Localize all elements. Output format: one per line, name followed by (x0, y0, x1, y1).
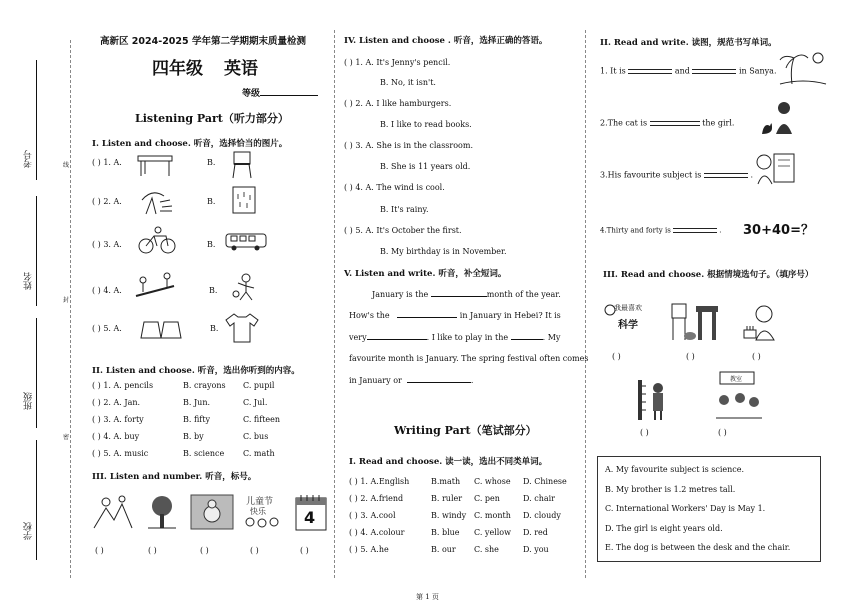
option-a: A. My favourite subject is science. (605, 465, 745, 474)
bus-picture (224, 232, 268, 252)
s6-row-2-c: C. pen (474, 494, 500, 503)
s6-row-3-d: D. cloudy (523, 511, 561, 520)
s6-row-5-c: C. she (474, 545, 499, 554)
option-b: B. My brother is 1.2 metres tall. (605, 485, 736, 494)
windy-tree-picture (138, 188, 178, 216)
s3-bracket-5: ( ) (300, 546, 309, 555)
listening-part-title: Listening Part（听力部分） (135, 112, 289, 125)
option-e: E. The dog is between the desk and the chair. (605, 543, 791, 552)
s2-row-5-c: C. math (243, 449, 275, 458)
exam-number-line (36, 60, 37, 180)
birthday-girl-picture (742, 302, 782, 342)
section-2-title: II. Listen and choose. 听音，选出你听到的内容。 (92, 366, 300, 376)
grade-title: 四年级 (152, 59, 203, 79)
section-7-title: II. Read and write. 读图，规范书写单词。 (600, 38, 777, 48)
class-line (36, 318, 37, 428)
rain-picture (232, 186, 256, 214)
bike-picture (138, 226, 176, 254)
s5-line-2: How's the in January in Hebei? It is (349, 311, 561, 320)
calendar-day: 4 (304, 508, 316, 527)
name-label: 姓名 (24, 272, 34, 290)
section-3-title: III. Listen and number. 听音，标号。 (92, 472, 257, 482)
s4-q5: ( ) 5. A. It's October the first. (344, 226, 462, 235)
class-label: 班级 (24, 392, 34, 410)
blank-5[interactable] (407, 382, 471, 383)
s6-row-5-d: D. you (523, 545, 549, 554)
s4-q1: ( ) 1. A. It's Jenny's pencil. (344, 58, 451, 67)
seal-mark-line: 线 (63, 162, 70, 169)
blank-1[interactable] (431, 296, 487, 297)
section-5-title: V. Listen and write. 听音，补全短词。 (344, 269, 507, 279)
level-label: 等级 (242, 86, 318, 99)
s4-q4-b: B. It's rainy. (380, 205, 429, 214)
section-1-title: I. Listen and choose. 听音，选择恰当的图片。 (92, 139, 288, 149)
picture-kids-playing (92, 494, 134, 530)
s6-row-2-d: D. chair (523, 494, 555, 503)
s3-bracket-4: ( ) (250, 546, 259, 555)
s1-item-5: ( ) 5. A. (92, 324, 122, 333)
girl-drawing-picture (752, 150, 796, 186)
s7-q3: 3.His favourite subject is . (600, 170, 754, 180)
desk-picture (135, 152, 175, 178)
svg-text:儿童节: 儿童节 (246, 497, 274, 507)
s4-q4: ( ) 4. A. The wind is cool. (344, 183, 445, 192)
s2-row-2-c: C. Jul. (243, 398, 268, 407)
s8-bracket-2: ( ) (686, 352, 695, 361)
pic1-text: 我最喜欢 (614, 304, 642, 312)
s6-row-1-b: B.math (431, 477, 461, 486)
s2-row-1: ( ) 1. A. pencils (92, 381, 154, 390)
s2-row-4-c: C. bus (243, 432, 269, 441)
name-line (36, 196, 37, 306)
tall-brother-picture (636, 378, 672, 422)
math-expression: 30+40=？ (743, 223, 814, 238)
s2-row-5: ( ) 5. A. music (92, 449, 149, 458)
s6-row-2: ( ) 2. A.friend (349, 494, 404, 503)
section-4-title: IV. Listen and choose . 听音，选择正确的答语。 (344, 36, 548, 46)
seesaw-children-picture (134, 272, 176, 302)
skirts-picture (140, 318, 182, 342)
picture-tree (144, 494, 180, 530)
s1-item-2: ( ) 2. A. (92, 197, 122, 206)
s3-bracket-3: ( ) (200, 546, 209, 555)
s7-q2: 2.The cat is the girl. (600, 118, 735, 128)
pic4-text: 教室 (730, 376, 743, 383)
s4-q2: ( ) 2. A. I like hamburgers. (344, 99, 452, 108)
s3-bracket-1: ( ) (95, 546, 104, 555)
seal-mark-secret: 密 (63, 434, 70, 441)
s2-row-4-b: B. by (183, 432, 204, 441)
school-label: 学校 (24, 522, 34, 540)
s1-item-5-b: B. (210, 324, 219, 333)
s1-item-4-b: B. (209, 286, 218, 295)
sports-child-picture (230, 272, 260, 302)
s8-bracket-3: ( ) (752, 352, 761, 361)
s6-row-4-d: D. red (523, 528, 548, 537)
s6-row-4: ( ) 4. A.colour (349, 528, 405, 537)
s1-item-1-b: B. (207, 158, 216, 167)
seal-mark-seal: 封 (63, 297, 70, 304)
blank-2[interactable] (397, 317, 457, 318)
writing-part-title: Writing Part（笔试部分） (394, 424, 537, 437)
s2-row-2-b: B. Jun. (183, 398, 211, 407)
s7-q4: 4.Thirty and forty is . (600, 226, 722, 235)
s1-item-3: ( ) 3. A. (92, 240, 122, 249)
s3-bracket-2: ( ) (148, 546, 157, 555)
s2-row-1-b: B. crayons (183, 381, 226, 390)
s6-row-4-c: C. yellow (474, 528, 511, 537)
subject-title: 英语 (224, 59, 258, 79)
picture-childrens-day (240, 492, 284, 530)
s6-row-1-d: D. Chinese (523, 477, 567, 486)
column-divider-1 (334, 30, 335, 578)
s8-bracket-1: ( ) (612, 352, 621, 361)
s2-row-4: ( ) 4. A. buy (92, 432, 140, 441)
s6-row-3-b: B. windy (431, 511, 467, 520)
s2-row-3: ( ) 3. A. forty (92, 415, 144, 424)
s1-item-4: ( ) 4. A. (92, 286, 122, 295)
page-number: 第 1 页 (416, 593, 439, 601)
s8-bracket-4: ( ) (640, 428, 649, 437)
shirt-picture (224, 312, 260, 344)
binding-line (70, 40, 71, 578)
s2-row-1-c: C. pupil (243, 381, 275, 390)
blank-3[interactable] (367, 339, 427, 340)
section-6-title: I. Read and choose. 读一读，选出不同类单词。 (349, 457, 548, 467)
s2-row-2: ( ) 2. A. Jan. (92, 398, 141, 407)
s6-row-4-b: B. blue (431, 528, 460, 537)
s6-row-1-c: C. whose (474, 477, 511, 486)
column-divider-2 (585, 30, 586, 578)
s5-line-4: favourite month is January. The spring festival often comes (349, 354, 589, 363)
s4-q1-b: B. No, it isn't. (380, 78, 436, 87)
pic1-text2: 科学 (618, 320, 638, 331)
s6-row-2-b: B. ruler (431, 494, 463, 503)
s1-item-2-b: B. (207, 197, 216, 206)
exam-title: 高新区 2024-2025 学年第二学期期末质量检测 (100, 36, 306, 47)
school-line (36, 440, 37, 560)
s6-row-5-b: B. our (431, 545, 456, 554)
s4-q2-b: B. I like to read books. (380, 120, 472, 129)
s1-item-3-b: B. (207, 240, 216, 249)
s2-row-3-c: C. fifteen (243, 415, 281, 424)
option-d: D. The girl is eight years old. (605, 524, 723, 533)
svg-text:快乐: 快乐 (250, 507, 266, 516)
s2-row-3-b: B. fifty (183, 415, 210, 424)
s6-row-3: ( ) 3. A.cool (349, 511, 396, 520)
s2-row-5-b: B. science (183, 449, 225, 458)
girl-and-cat-picture (758, 100, 798, 136)
s8-bracket-5: ( ) (718, 428, 727, 437)
s6-row-3-c: C. month (474, 511, 511, 520)
s5-line-3: very . I like to play in the . My (349, 333, 561, 342)
s7-q1: 1. It is and in Sanya. (600, 66, 777, 76)
s6-row-5: ( ) 5. A.he (349, 545, 389, 554)
s4-q3: ( ) 3. A. She is in the classroom. (344, 141, 473, 150)
s4-q5-b: B. My birthday is in November. (380, 247, 507, 256)
beach-palm-picture (778, 50, 828, 86)
s4-q3-b: B. She is 11 years old. (380, 162, 471, 171)
s1-item-1: ( ) 1. A. (92, 158, 122, 167)
picture-snow-scene (190, 494, 234, 530)
s5-line-5: in January or . (349, 376, 474, 385)
blank-4[interactable] (511, 339, 543, 340)
chair-picture (228, 150, 256, 180)
dog-desk-chair-picture (668, 300, 720, 344)
s6-row-1: ( ) 1. A.English (349, 477, 410, 486)
section-8-title: III. Read and choose. 根据情境选句子。（填序号） (603, 270, 814, 280)
exam-number-label: 考号 (24, 150, 34, 168)
option-c: C. International Workers' Day is May 1. (605, 504, 766, 513)
s5-line-1: January is the month of the year. (372, 290, 561, 299)
